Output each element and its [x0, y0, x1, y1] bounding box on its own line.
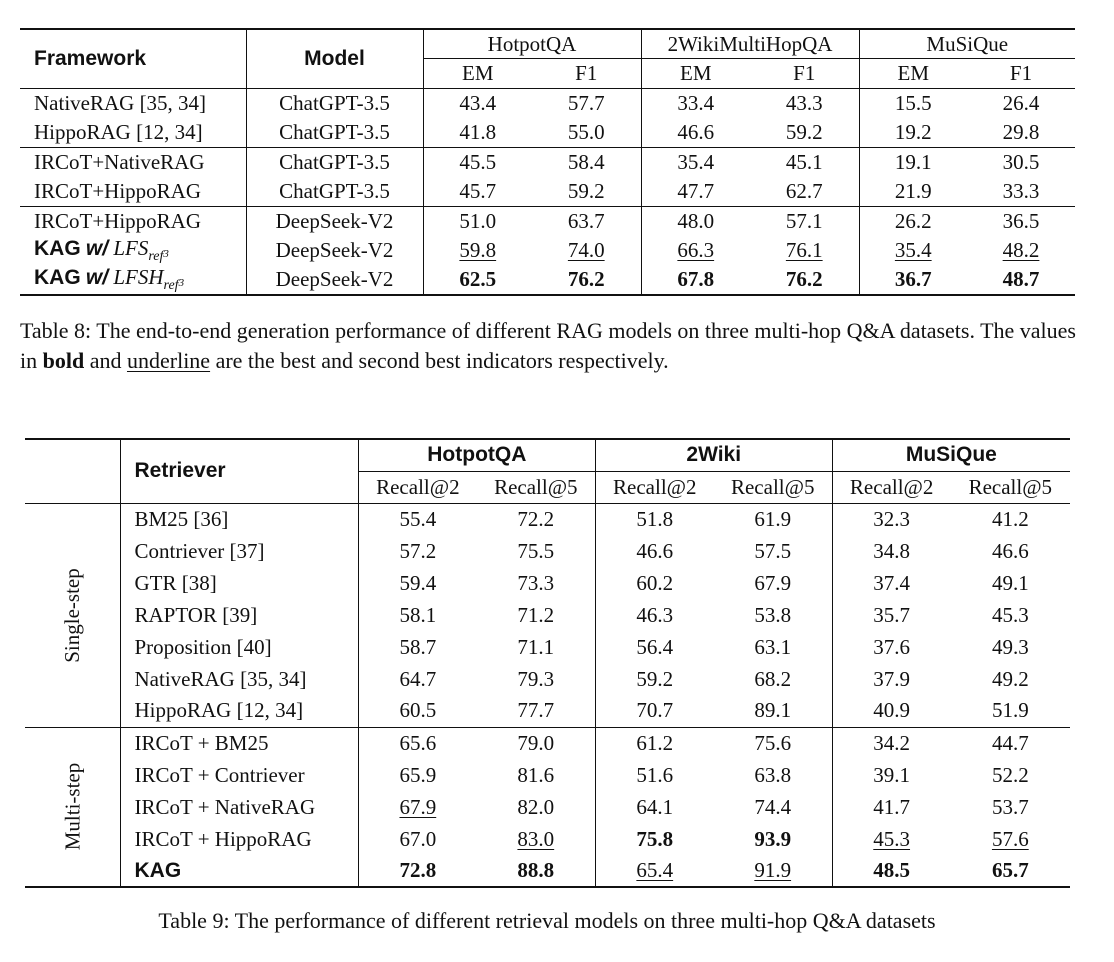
value-cell: 35.4	[894, 237, 932, 262]
value-cell: 15.5	[859, 88, 967, 118]
table-row	[25, 599, 1070, 631]
value-cell: 57.5	[714, 535, 832, 567]
value-cell: 75.5	[477, 535, 595, 567]
value-cell: 67.8	[641, 265, 750, 295]
value-cell: 48.0	[641, 206, 750, 236]
header-metric: EM	[462, 60, 494, 85]
value-cell: 45.5	[423, 147, 532, 177]
retriever-cell: Contriever [37]	[120, 535, 358, 567]
header-dataset-2wiki: 2Wiki	[595, 439, 832, 471]
value-cell: 41.2	[951, 503, 1070, 535]
value-cell: 51.6	[636, 762, 674, 787]
value-cell: 47.7	[677, 178, 715, 203]
header-metric: EM	[897, 60, 929, 85]
value-cell: 76.2	[750, 265, 859, 295]
value-cell: 35.7	[873, 602, 911, 627]
value-cell: 45.3	[873, 826, 911, 851]
value-cell: 67.9	[714, 567, 832, 599]
table-row	[20, 88, 1075, 118]
value-cell: 34.8	[873, 538, 911, 563]
model-cell: DeepSeek-V2	[246, 236, 423, 266]
value-cell: 49.2	[991, 666, 1029, 691]
value-cell: 37.9	[873, 666, 911, 691]
value-cell: 93.9	[714, 823, 832, 855]
value-cell: 74.0	[532, 236, 641, 266]
value-cell: 19.1	[859, 147, 967, 177]
value-cell: 88.8	[477, 855, 595, 887]
value-cell: 83.0	[477, 823, 595, 855]
value-cell: 55.4	[358, 503, 476, 535]
value-cell: 51.0	[423, 206, 532, 236]
value-cell: 57.6	[991, 826, 1029, 851]
table-row	[25, 823, 1070, 855]
value-cell: 48.7	[967, 265, 1075, 295]
value-cell: 36.5	[967, 206, 1075, 236]
value-cell: 53.8	[714, 599, 832, 631]
value-cell: 43.3	[750, 88, 859, 118]
retriever-cell: KAG	[120, 855, 358, 887]
value-cell: 46.6	[991, 538, 1029, 563]
table-row	[25, 567, 1070, 599]
value-cell: 46.6	[677, 119, 715, 144]
value-cell: 26.4	[967, 88, 1075, 118]
header-metric: F1	[750, 59, 859, 89]
retriever-cell: Proposition [40]	[120, 631, 358, 663]
value-cell: 63.1	[714, 631, 832, 663]
table-row	[25, 759, 1070, 791]
retriever-cell: IRCoT + BM25	[120, 727, 358, 759]
header-metric: EM	[680, 60, 712, 85]
value-cell: 45.7	[459, 178, 497, 203]
value-cell: 64.1	[636, 794, 674, 819]
value-cell: 43.4	[423, 88, 532, 118]
value-cell: 79.3	[477, 663, 595, 695]
retriever-cell: NativeRAG [35, 34]	[120, 663, 358, 695]
model-cell: ChatGPT-3.5	[246, 147, 423, 177]
header-framework: Framework	[20, 29, 246, 88]
table-row	[20, 206, 1075, 236]
value-cell: 36.7	[859, 265, 967, 295]
value-cell: 48.2	[1002, 237, 1040, 262]
value-cell: 57.2	[399, 538, 437, 563]
value-cell: 62.7	[750, 177, 859, 207]
table-row	[25, 791, 1070, 823]
table-row	[20, 147, 1075, 177]
value-cell: 37.4	[873, 570, 911, 595]
framework-cell: KAG w/ $LFS_{ref}3$	[20, 236, 246, 266]
value-cell: 35.4	[641, 147, 750, 177]
value-cell: 64.7	[399, 666, 437, 691]
value-cell: 75.6	[714, 727, 832, 759]
value-cell: 89.1	[714, 695, 832, 727]
header-metric: F1	[1009, 60, 1033, 85]
retriever-cell: HippoRAG [12, 34]	[120, 695, 358, 727]
value-cell: 32.3	[832, 503, 950, 535]
value-cell: 68.2	[714, 663, 832, 695]
model-cell: ChatGPT-3.5	[246, 118, 423, 148]
value-cell: 59.2	[532, 177, 641, 207]
value-cell: 46.3	[636, 602, 674, 627]
group-label-multi-step: Multi-step	[25, 727, 120, 887]
value-cell: 65.4	[595, 855, 713, 887]
value-cell: 58.1	[399, 602, 437, 627]
table-row	[20, 177, 1075, 207]
value-cell: 72.2	[477, 503, 595, 535]
value-cell: 53.7	[991, 794, 1029, 819]
framework-cell: IRCoT+NativeRAG	[20, 147, 246, 177]
value-cell: 60.2	[636, 570, 674, 595]
value-cell: 72.8	[358, 855, 476, 887]
value-cell: 33.4	[641, 88, 750, 118]
value-cell: 55.0	[532, 118, 641, 148]
header-dataset-musique: MuSiQue	[832, 439, 1070, 471]
value-cell: 48.5	[832, 855, 950, 887]
value-cell: 65.9	[399, 762, 437, 787]
header-dataset-hotpotqa: HotpotQA	[358, 439, 595, 471]
retriever-cell: IRCoT + HippoRAG	[120, 823, 358, 855]
value-cell: 51.8	[595, 503, 713, 535]
framework-cell: HippoRAG [12, 34]	[20, 118, 246, 148]
value-cell: 44.7	[951, 727, 1070, 759]
framework-cell: IRCoT+HippoRAG	[20, 177, 246, 207]
value-cell: 49.3	[991, 634, 1029, 659]
value-cell: 66.3	[677, 237, 715, 262]
value-cell: 75.8	[636, 826, 674, 851]
model-cell: ChatGPT-3.5	[246, 177, 423, 207]
table-row-kag	[25, 855, 1070, 887]
value-cell: 62.5	[423, 265, 532, 295]
framework-cell: NativeRAG [35, 34]	[20, 88, 246, 118]
value-cell: 67.9	[399, 794, 437, 819]
retriever-cell: RAPTOR [39]	[120, 599, 358, 631]
value-cell: 58.7	[399, 634, 437, 659]
header-metric: Recall@2	[613, 474, 697, 499]
header-metric: F1	[532, 59, 641, 89]
value-cell: 33.3	[1002, 178, 1040, 203]
value-cell: 56.4	[636, 634, 674, 659]
value-cell: 39.1	[873, 762, 911, 787]
value-cell: 58.4	[532, 147, 641, 177]
value-cell: 70.7	[636, 698, 674, 723]
value-cell: 63.8	[714, 759, 832, 791]
group-label-single-step: Single-step	[25, 503, 120, 727]
header-metric: Recall@5	[968, 474, 1053, 499]
value-cell: 21.9	[894, 178, 932, 203]
value-cell: 41.7	[873, 794, 911, 819]
value-cell: 60.5	[399, 698, 437, 723]
value-cell: 65.6	[358, 727, 476, 759]
header-retriever: Retriever	[120, 439, 358, 503]
value-cell: 59.8	[459, 237, 497, 262]
table-9	[25, 438, 1070, 888]
value-cell: 49.1	[991, 570, 1029, 595]
retriever-cell: IRCoT + NativeRAG	[120, 791, 358, 823]
value-cell: 59.2	[750, 118, 859, 148]
value-cell: 29.8	[1002, 119, 1040, 144]
table-row	[25, 631, 1070, 663]
value-cell: 26.2	[859, 206, 967, 236]
table-8	[20, 28, 1075, 296]
table-8-caption: Table 8: The end-to-end generation performance of different RAG models on three multi-hop Q&A datasets. The values in bold and underline are the best and second best indicators respectively.	[20, 318, 1076, 373]
value-cell: 61.2	[595, 727, 713, 759]
table-row-kag-lfs	[20, 236, 1075, 266]
table-9-caption: Table 9: The performance of different retrieval models on three multi-hop Q&A datasets	[158, 908, 936, 933]
table-row	[25, 727, 1070, 759]
retriever-cell: BM25 [36]	[120, 503, 358, 535]
value-cell: 76.2	[532, 265, 641, 295]
value-cell: 82.0	[477, 791, 595, 823]
table-row	[20, 118, 1075, 148]
table-row	[25, 695, 1070, 727]
value-cell: 37.6	[873, 634, 911, 659]
header-dataset-2wiki: 2WikiMultiHopQA	[641, 29, 859, 59]
header-metric: Recall@5	[477, 471, 595, 503]
value-cell: 40.9	[873, 698, 911, 723]
header-metric: Recall@2	[849, 474, 934, 499]
model-cell: DeepSeek-V2	[246, 265, 423, 295]
value-cell: 45.3	[991, 602, 1029, 627]
value-cell: 76.1	[750, 236, 859, 266]
header-dataset-musique: MuSiQue	[859, 29, 1075, 59]
value-cell: 71.2	[477, 599, 595, 631]
value-cell: 59.2	[636, 666, 674, 691]
value-cell: 41.8	[459, 119, 497, 144]
model-cell: DeepSeek-V2	[246, 206, 423, 236]
value-cell: 71.1	[477, 631, 595, 663]
header-model: Model	[246, 29, 423, 88]
value-cell: 59.4	[399, 570, 437, 595]
value-cell: 65.7	[951, 855, 1070, 887]
table-row-kag-lfsh	[20, 265, 1075, 295]
table-row	[25, 503, 1070, 535]
value-cell: 45.1	[750, 147, 859, 177]
header-metric: Recall@5	[714, 471, 832, 503]
model-cell: ChatGPT-3.5	[246, 88, 423, 118]
value-cell: 19.2	[894, 119, 932, 144]
value-cell: 79.0	[477, 727, 595, 759]
value-cell: 81.6	[477, 759, 595, 791]
value-cell: 34.2	[832, 727, 950, 759]
value-cell: 77.7	[477, 695, 595, 727]
value-cell: 51.9	[991, 698, 1029, 723]
value-cell: 74.4	[714, 791, 832, 823]
framework-cell: KAG w/ $LFSH_{ref}3$	[20, 265, 246, 295]
header-metric: Recall@2	[376, 474, 460, 499]
table-row	[25, 535, 1070, 567]
retriever-cell: GTR [38]	[120, 567, 358, 599]
value-cell: 61.9	[714, 503, 832, 535]
table-row	[25, 663, 1070, 695]
value-cell: 46.6	[636, 538, 674, 563]
value-cell: 52.2	[991, 762, 1029, 787]
framework-cell: IRCoT+HippoRAG	[20, 206, 246, 236]
value-cell: 67.0	[399, 826, 437, 851]
value-cell: 73.3	[477, 567, 595, 599]
value-cell: 91.9	[714, 855, 832, 887]
value-cell: 57.7	[532, 88, 641, 118]
value-cell: 30.5	[967, 147, 1075, 177]
retriever-cell: IRCoT + Contriever	[120, 759, 358, 791]
value-cell: 63.7	[532, 206, 641, 236]
header-dataset-hotpotqa: HotpotQA	[423, 29, 641, 59]
group-header-blank	[25, 439, 120, 503]
value-cell: 57.1	[750, 206, 859, 236]
